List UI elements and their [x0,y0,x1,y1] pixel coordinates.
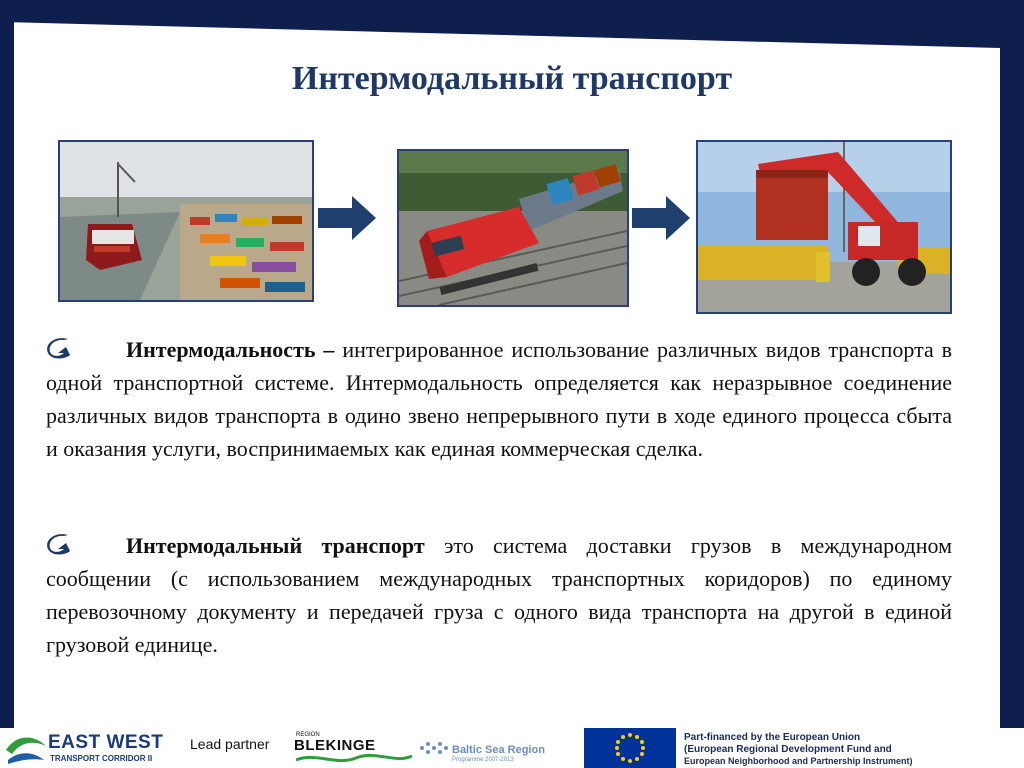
eu-flag-icon [584,728,676,768]
paragraph-intermodality [46,333,952,465]
arrow-right-icon [632,196,690,240]
definition-intermodal-transport: это система доставки грузов в международном сообщении (с использованием международных транспортных коридоров) по единому перевозочному документу и передачей груза с одного вида транспорта на другой в единой грузовой единице. [46,533,952,657]
lead-partner-label: Lead partner [190,736,270,752]
term-dash: – [315,337,343,362]
crane-icon [698,142,950,312]
blekinge-wave-icon [296,752,412,766]
east-west-name: EAST WEST [48,732,164,753]
baltic-sea-region-programme: Programme 2007-2013 [452,757,514,763]
east-west-logo-icon [4,732,48,766]
left-frame-band [0,0,14,768]
arrow-right-icon [318,196,376,240]
swoosh-bullet-icon [46,533,74,555]
freight-train-photo [397,149,629,307]
baltic-sea-region-name: Baltic Sea Region [452,744,545,756]
train-icon [399,151,627,305]
blekinge-logo: BLEKINGE [294,737,376,754]
paragraph-intermodal-transport [46,529,952,661]
eu-funding-line-2: (European Regional Development Fund and [684,744,892,755]
corridor-name: TRANSPORT CORRIDOR II [50,754,153,763]
ship-port-icon [60,142,312,300]
slide-title: Интермодальный транспорт [291,60,733,97]
eu-funding-line-1: Part-financed by the European Union [684,732,861,743]
term-intermodal-transport: Интермодальный транспорт [126,533,425,558]
baltic-sea-region-icon [418,738,452,760]
region-label: REGION [296,732,320,738]
term-intermodality: Интермодальность [126,337,316,362]
eu-funding-line-3: European Neighborhood and Partnership Instrument) [684,756,913,766]
container-crane-photo [696,140,952,314]
swoosh-bullet-icon [46,337,74,359]
container-port-photo [58,140,314,302]
definition-intermodality: интегрированное использование различных видов транспорта в одной транспортной системе. Интермодальность определяется как неразрывное соединение различных видов транспорта в одино звено непрерывного пути в ходе единого процесса сбыта и оказания услуги, воспринимаемых как единая коммерческая сделка. [46,337,952,461]
footer-logos [0,728,1024,768]
term-spacer [425,533,444,558]
